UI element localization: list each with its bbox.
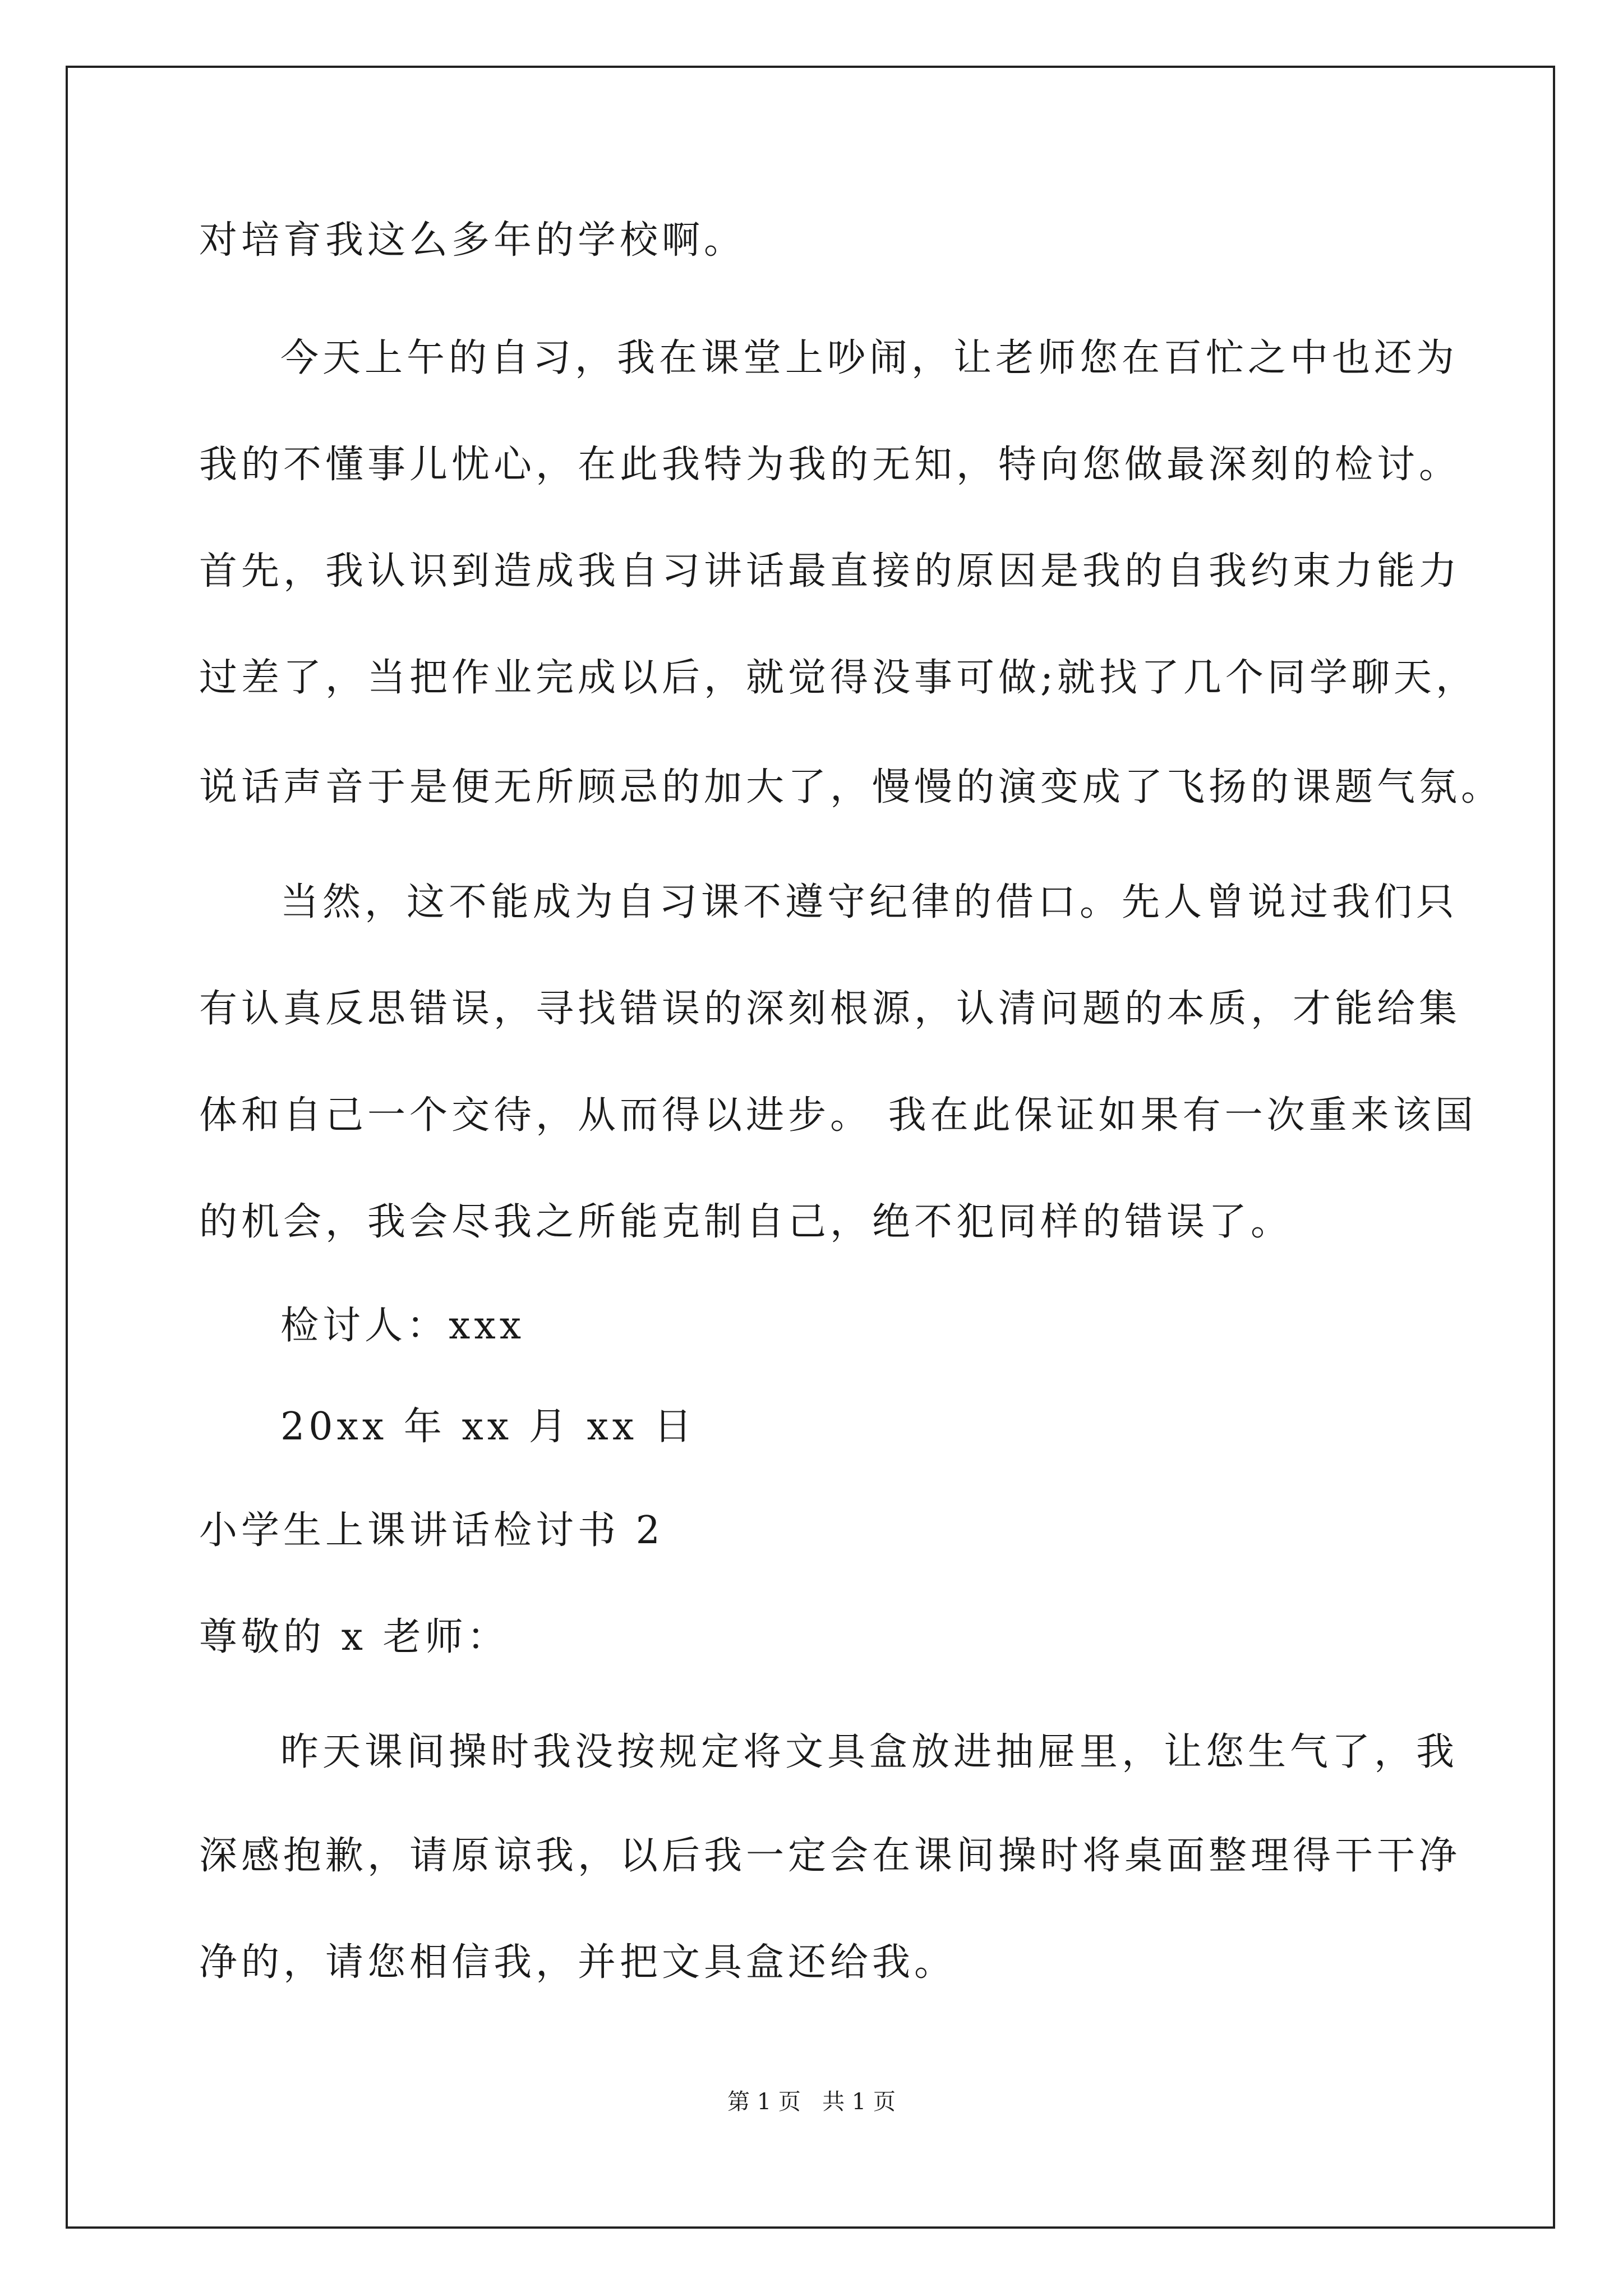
body-line-3: 我的不懂事儿忧心，在此我特为我的无知，特向您做最深刻的检讨。: [199, 443, 1461, 487]
body-line-7: 当然，这不能成为自习课不遵守纪律的借口。先人曾说过我们只: [280, 880, 1459, 924]
body-line-9: 体和自己一个交待，从而得以进步。 我在此保证如果有一次重来该国: [199, 1093, 1477, 1138]
body-line-6: 说话声音于是便无所顾忌的加大了，慢慢的演变成了飞扬的课题气氛。: [199, 765, 1504, 809]
salutation: 尊敬的 x 老师：: [199, 1615, 509, 1659]
body-line-10: 的机会，我会尽我之所能克制自己，绝不犯同样的错误了。: [199, 1200, 1293, 1244]
body-line-4: 首先，我认识到造成我自习讲话最直接的原因是我的自我约束力能力: [199, 549, 1461, 593]
body-line-15: 昨天课间操时我没按规定将文具盒放进抽屉里，让您生气了，我: [280, 1730, 1459, 1774]
body-line-8: 有认真反思错误，寻找错误的深刻根源，认清问题的本质，才能给集: [199, 987, 1461, 1031]
signer-line: 检讨人：xxx: [280, 1304, 525, 1348]
date-line: 20xx 年 xx 月 xx 日: [280, 1405, 696, 1449]
body-line-2: 今天上午的自习，我在课堂上吵闹，让老师您在百忙之中也还为: [280, 336, 1459, 380]
body-line-17: 净的，请您相信我，并把文具盒还给我。: [199, 1940, 957, 1985]
section-title: 小学生上课讲话检讨书 2: [199, 1508, 664, 1553]
page-number-footer: 第 1 页 共 1 页: [727, 2089, 896, 2115]
body-line-5: 过差了，当把作业完成以后，就觉得没事可做;就找了几个同学聊天，: [199, 656, 1478, 700]
body-line-16: 深感抱歉，请原谅我，以后我一定会在课间操时将桌面整理得干干净: [199, 1834, 1461, 1878]
body-line-1: 对培育我这么多年的学校啊。: [199, 218, 746, 263]
page-border: [66, 66, 1555, 2229]
